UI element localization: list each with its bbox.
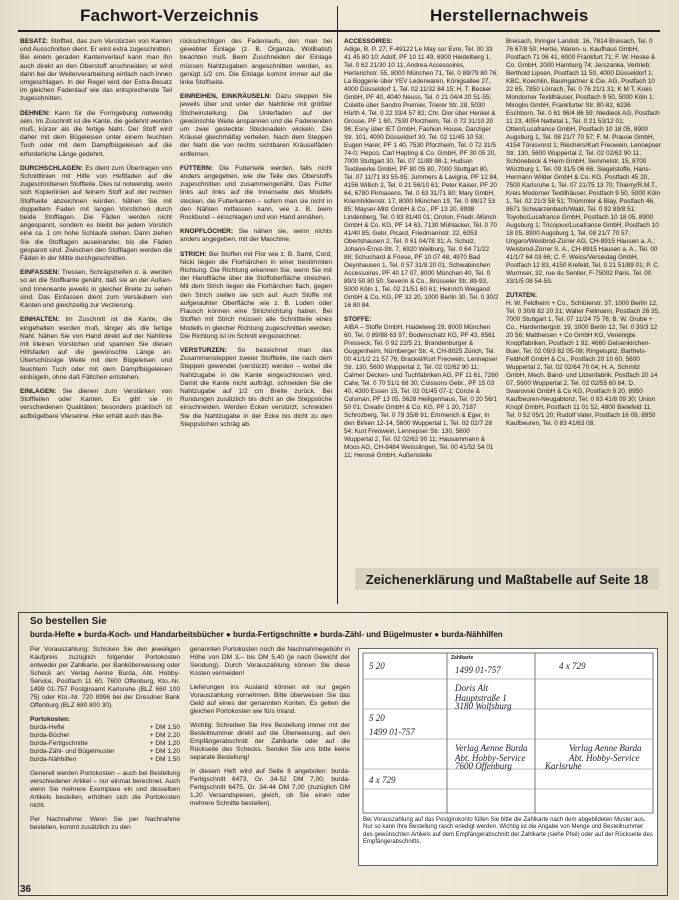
postage-item: burda-Nähhilfen: [30, 756, 77, 763]
order-subtitle: burda-Hefte ● burda-Koch- und Handarbeitsbücher ● burda-Fertigschnitte ● burda-Zähl- und Bügelmuster ● burda-Nähhilfen: [30, 630, 503, 639]
glossary-text: Bei Stoffen mit Flor wie z. B. Samt, Cord, Nicki liegen die Florhärchen in einer bestimmten Richtung. Die Richtung erkennen Sie, wenn Sie mit der Handfläche über die Stoffoberfläche streichen. Mit dem Strich liegen die Florhärchen flach, gegen den Strich stellen sie sich auf. Auch Stoffe mit aufgerauhter Oberfläche wie z. B. Loden oder Flausch können eine Strichrichtung haben. Bei Stoffen mit Strich müssen alle Schnittteile eines Modells in gleicher Richtung zugeschnitten werden. Die Richtung ist im Schnitt eingezeichnet.: [180, 250, 332, 340]
postage-price: + DM 2,20: [149, 732, 180, 739]
glossary-entry: [180, 347, 332, 429]
postage-title: Portokosten:: [30, 716, 71, 723]
glossary-entry: [180, 165, 332, 222]
glossary-term: EINREIHEN, EINKRÄUSELN:: [180, 93, 272, 101]
manufacturer-section: [344, 38, 499, 310]
order-column-2: [190, 646, 350, 882]
glossary-entry: [20, 110, 172, 159]
glossary-text: Im Zuschnitt ist die Kante, die eingehalten werden muß, länger als die fertige Naht. Nähen Sie von Hand direkt auf der Nahtlinie mit kleinen Vorstichen und spannen Sie diesen Hilfsfaden auf die gewünschte Länge an. Überschüssige Weite mit dem Bügeleisen und feuchtem Tuch oder mit dem Dampfbügeleisen einbügeln, ohne daß Fältchen entstehen.: [20, 316, 172, 381]
postage-item: burda-Bücher: [30, 732, 70, 739]
glossary-text: Sie nähen sie, wenn nichts anders angegeben, mit der Maschine.: [180, 228, 332, 244]
section-text: Adige, B. P. 27, F-49122 Le May sur Evre, Tel. 00 33 41 45 80 10; Adolf, PF 10 11 49, 6900 Heidelberg 1, Tel. 0 62 21/30 10 11; Andrea Accessoires, Herterichstr. 55, 8000 München 71, Tel. 0 89/79 80 76; La Boggerie über YEV Lederwaren, Königsallee 27, 4000 Düsseldorf 1, Tel. 02 11/32 84 15; H. T. Becker GmbH, PF 40, 4040 Neuss, Tel. 0 21 04/4 20 51-55; Colette über Sandro Premier, Trierer Str. 28, 5030 Hürth 4, Tel. 0 22 33/4 57 82; Chr. Dior über Henkel & Grosse, PF 1 60, 7530 Pforzheim, Tel. 0 72 31/10 20 96; Esny über IET GmbH, Fashion House, Danziger Str. 101, 4000 Düsseldorf 30, Tel. 02 11/45 10 53; Eugen Harer, PF 1 40, 7530 Pforzheim, Tel. 0 72 31/5 74-0; Hepco, Carl Hepting & Co. GmbH, PF 30 05 20, 7000 Stuttgart 30, Tel. 07 11/89 98-1; Hudson Textilwerke GmbH, PF 80 05 80, 7000 Stuttgart 80, Tel. 07 11/71 83 55-95; Jummers & Lavigna, PF 12 84, 4156 Willich 2, Tel. 0 21 56/10 61; Peter Kaiser, PF 20 64, 6780 Pirmasens, Tel. 0 63 31/71 80; Mary GmbH, Kriemhildenstr. 17, 8000 München 19, Tel. 0 89/17 53 85; Mayser-Milz GmbH & Co., PF 13 20, 8998 Lindenberg, Tel. 0 83 81/40 01; Oroton, Friedr.-Münch GmbH & Co. KG, PF 14 63, 7130 Mühlacker, Tel. 0 70 41/40 85; Gebr. Picard, Friedmannstr. 22, 6053 Obertshausen 2, Tel. 0 61 04/78 31; A. Schulz, Johann-Ernst-Str. 7, 6920 Weilburg, Tel. 0 64 71/22 88; Schuchard & Friese, PF 10 07 48, 4970 Bad Oeynhausen 1, Tel. 0 57 31/8 20 01; Schwabinchen Accessoires, PF 40 17 07, 8000 München 40, Tel. 0 89/3 50 80 50; Severin & Co., Brüsseler Str. 89-93, 5000 Köln 1, Tel. 02 21/51 60 61; Heinrich Weigand GmbH & Co. KG, PF 32 20, 1000 Berlin 30, Tel. 0 30/2 16 80 84.: [344, 46, 499, 309]
glossary-entry: [20, 316, 172, 382]
slip-amount-2: 5 20: [369, 713, 385, 723]
glossary-entry: [180, 93, 332, 159]
postage-row: [30, 756, 180, 764]
slip-label: Zahlkarte: [451, 655, 474, 661]
manufacturer-section: [506, 292, 661, 428]
glossary-entry: [180, 38, 332, 87]
glossary-entry: [20, 165, 172, 263]
order-text: Wichtig: Schreiben Sie Ihre Bestellung immer mit der Bestellnummer direkt auf die Überweisung, auf den Empfängerabschnitt der Zahlkarte oder auf die Rückseite des Schecks. Senden Sie uns bitte keine separate Bestellung!: [190, 722, 350, 761]
glossary-text: rückschichtigen des Fadenlaufs, den man bei gewebter Einlage (z. B. Organza, Wollbatist) beachten muß. Beim Zuschneiden der Einlage müssen Nahtzugaben angeschnitten werden, es genügt 1/2 cm. Die Einlage kommt immer auf die linke Stoffseite.: [180, 38, 332, 87]
glossary-text: Kann für die Formgebung notwendig sein. Im Zuschnitt ist die Kante, die gedehnt werden muß, kürzer als die fertige Naht. Der Stoff wird daher mit dem Bügeleisen unter einem feuchten Tuch oder mit dem Dampfbügeleisen auf die erforderliche Länge gedehnt.: [20, 109, 172, 158]
order-text: Lieferungen ins Ausland können wir nur gegen Vorauszahlung vornehmen. Bitte überweisen Sie das Geld auf eines der genannten Konten. Es gelten die gleichen Portokosten wie fürs Inland.: [190, 684, 350, 715]
slip-sender-city: 3180 Wolfsburg: [455, 701, 512, 711]
order-text: In diesem Heft wird auf Seite 8 angeboten: burda-Fertigschnitt 6473, Gr. 34-52 DM 7,00; burda-Fertigschnitt 6475, Gr. 34-44 DM 7,00 (zuzüglich DM 1,20 Versandspesen, gleich, ob Sie einen oder mehrere Schnitte bestellen).: [190, 768, 350, 807]
glossary-text: So bezeichnet man das Zusammensteppen zweier Stoffteile, die nach dem Steppen gewendet (verstürzt) werden ‒ wobei die Nahtzugabe in die Kante eingeschlossen wird. Damit die Kante nicht aufträgt, schneiden Sie die Nahtzugabe auf 1/2 cm Breite zurück. Bei Rundungen zusätzlich bis dicht an die Steppstiche einschneiden. Werden Ecken verstürzt, schneiden Sie die Nahtzugabe in der Ecke bis dicht zu den Steppstichen schräg ab.: [180, 346, 332, 428]
slip-recipient-dept-right: Abt. Hobby-Service: [569, 753, 640, 763]
postage-price: + DM 1,20: [149, 740, 180, 747]
postage-row: [30, 740, 180, 748]
postage-row: [30, 748, 180, 756]
slip-bank-city: Karlsruhe: [545, 761, 582, 771]
glossary-text: Die Futterteile werden, falls nicht anders angegeben, wie die Teile des Oberstoffs zugeschnitten und zusammengenäht. Das Futter links auf links auf die Innenseite des Modells stecken, die Futterkanten ‒ sofern man sie nicht in den Nähten mitfassen kann, wie z. B. beim Rockbund ‒ einschlagen und von Hand annähen.: [180, 164, 332, 222]
glossary-term: BESATZ:: [20, 38, 49, 45]
slip-order-number-2: 4 x 729: [369, 775, 396, 785]
manufacturers-column-2: [506, 38, 661, 564]
manufacturers-column-1: [344, 38, 499, 564]
section-text: AIBA ‒ Stoffe GmbH, Haidelweg 29, 8000 München 60, Tel. 0 89/88 63 97; Bodenschatz KG, PF 43, 8561 Presseck, Tel. 0 92 22/5 21; Brandenburger & Guggenheim, Nürnberger Str. 4, CH-8025 Zürich, Tel. 00 41/1/2 21 57 76; Brackel/Kurt Freowein, Lennepser Str. 130, 5600 Wuppertal 2, Tel. 02 02/62 90 11; Calmer Decken- und Tuchfabriken AG, PF 11 61, 7260 Calw, Tel. 0 70 51/1 68 30; Coissons Gebr., PF 15 03 40, 4300 Essen 15, Tel. 02 01/45 07-1; Conze & Colsman, PF 13 05, 5628 Heiligenhaus, Tel. 0 20 56/1 50 01; Creativ GmbH & Co. KG, PF 1 20, 7187 Schrozberg, Tel. 0 79 35/8 91; Emmerich & Eger, In den Birken 12-14, 5600 Wuppertal 1, Tel. 02 02/7 28 54; Kurt Freowein, Lennepser Str. 130, 5600 Wuppertal 2, Tel. 02 02/62 90 11; Hausammann & Moos AG, CH-8484 Weisslingen, Tel. 00 41/52 54 01 11; Herosé GmbH, Außenstelle: [344, 324, 499, 459]
glossary-heading: Fachwort-Verzeichnis: [80, 6, 259, 25]
section-text: Breisach, Ihringer Landstr. 16, 7814 Breisach, Tel. 0 76 67/8 50; Hertie, Waren- u. Kaufhaus GmbH, Postfach 71 06 41, 6000 Frankfurt 71; F. W. Heske & Co. GmbH, 2000 Hamburg 74; Jerszanka, Vertrieb: Berthold Lipsen, Postfach 11 50, 4000 Düsseldorf 1; KBC, Koechlin, Baumgartner & Cie. AG, Postfach 10 22 65, 7850 Lörrach, Tel. 0 76 21/1 31; K M T, Kreis Mondorner Textilhäuser, Postfach 9 50, 5000 Köln 1; Miroglio GmbH, Frankfurter Str. 80-82, 6236 Eschborn, Tel. 0 61 96/4 86 59; Niedieck AG, Postfach 11 23, 4054 Nettetal 1, Tel. 0 21 53/12 01; Otten/Lucafrance GmbH, Postfach 10 18 05, 8900 Augsburg 1, Tel. 08 21/7 70 57; F. M. Prause GmbH, 4154 Tönisvorst 1; Riechers/Kurt Freowein, Lennepser Str. 130, 5600 Wuppertal 2, Tel. 02 02/62 90 11; Schönebeck & Heim GmbH, Semmelstr. 15, 8700 Würzburg 1, Tel. 09 31/5 06 66; Siegelstoffe, Hans-Hermann Wilder GmbH & Co. KG, Postfach 45 20, 7500 Karlsruhe 1, Tel. 07 21/75 13 70; Thierry/R.M.T., Kreis Modorner Textilhäuser, Postfach 9 50, 5000 Köln 1, Tel. 02 21/3 58 51; Thümmler & Blay, Postfach 46, 8671 Schwarzenbach/Wald, Tel. 0 92 89/8 51; Toyobo/Lucafrance GmbH, Postfach 10 18 05, 8900 Augsburg 1; Tricojoux/Lucafrance GmbH, Postfach 10 18 05, 8900 Augsburg 1, Tel. 08 21/7 70 57; Ungaro/Weisbrod-Zürrer AG, CH-8915 Hausen a. A.; Weisbrod-Zürrer S. A., CH-8915 Hausen a. A., Tel. 00 41/1/7 64 03 66; C. F. Weiss/Verseidag GmbH, Postfach 12 83, 4150 Krefeld, Tel. 0 21 51/89 01; P. C. Wurmser, 32, rue du Sentier, F-75002 Paris, Tel. 00 33/1/5 08 54-59.: [506, 38, 661, 285]
order-text: Per Nachnahme: Wenn Sie per Nachnahme bestellen, kommt zusätzlich zu den: [30, 816, 180, 831]
heading-divider: [18, 30, 660, 32]
glossary-column-2: [180, 38, 332, 602]
order-text: Per Vorauszahlung: Schicken Sie den jeweiligen Kaufpreis zuzüglich folgender Portokosten entweder per Zahlkarte, per Banküberweisung oder Scheck an: Verlag Aenne Burda, Abt. Hobby-Service, Postfach 11 60, 7600 Offenburg, Kto.-Nr. 1499 01-757 Postgiroamt Karlsruhe (BLZ 660 100 75) oder Kto.-Nr. 720 8996 bei der Dresdner Bank Offenburg (BLZ 680 800 30).: [30, 646, 180, 709]
glossary-term: STRICH:: [180, 250, 207, 258]
glossary-text: Es dient zum Übertragen von Schnittlinien mit Hilfe von Heftfaden auf die zugeschnittenen Stoffteile. Dies ist notwendig, wenn sich Kopierlinien auf feinem Stoff auf der rechten Stoffseite abzeichnen würden. Nähen Sie mit doppeltem Faden mit langen Vorstichen durch beide Stofflagen. Die Fäden werden nicht angespannt, sondern es bleibt bei jedem Vorstich eine ca. 1 cm hohe Schlaufe stehen. Dann ziehen Sie die Stofflagen auseinander, bis die Fäden gespannt sind. Zwischen den Stofflagen werden die Fäden in der Mitte durchgeschnitten.: [20, 164, 172, 263]
column-divider: [337, 6, 338, 604]
manufacturer-section: [344, 316, 499, 460]
section-title: ACCESSOIRES:: [344, 38, 393, 45]
glossary-entry: [20, 269, 172, 310]
glossary-entry: [180, 251, 332, 341]
postage-row: [30, 732, 180, 740]
glossary-term: DURCHSCHLAGEN:: [20, 164, 84, 172]
order-text: Generell werden Portokosten ‒ auch bei Bestellung verschiedener Artikel ‒ nur einmal berechnet. Auch wenn Sie mehrere Exemplare ein und desselben Artikels bestellen, erhöhen sich die Portokosten nicht.: [30, 770, 180, 809]
section-title: STOFFE:: [344, 316, 372, 323]
order-column-1: [30, 646, 180, 882]
order-title: So bestellen Sie: [30, 616, 107, 627]
slip-account: 1499 01-757: [455, 665, 501, 675]
postage-item: burda-Fertigschnitte: [30, 740, 88, 747]
section-title: ZUTATEN:: [506, 292, 537, 299]
slip-account-2: 1499 01-757: [369, 727, 415, 737]
glossary-text: Dazu steppen Sie jeweils über und unter der Nahtlinie mit größter Sticheinstellung. Die Unterfaden auf der gewünschte Weite anspannen und die Fadenenden um zwei gesteckte Stecknadeln wickeln. Die Kräusel gleichmäßig verteilen. Nach dem Steppen der Naht die von rechts sichtbaren Kräuselfäden entfernen.: [180, 93, 332, 158]
slip-order-number: 4 x 729: [559, 661, 586, 671]
page-number: 36: [20, 884, 32, 895]
slip-recipient-city: 7600 Offenburg: [455, 761, 512, 771]
section-text: H. W. Feldheim + Co., Schlüterstr. 37, 1000 Berlin 12, Tel. 0 30/8 82 20 31; Walter Fellmann, Postfach 26 35, 7000 Stuttgart 1, Tel. 07 11/24 75 76; B. W. Grube + Co., Hardenbergstr. 19, 1000 Berlin 12, Tel. 0 30/3 12 20 56; Mattheisen + Co GmbH KG, Vereinigte Knopffabriken, Postfach 1 92, 4660 Gelsenkirchen-Buer, Tel. 02 09/3 82 05-08; Ringelspitz, Barthels-Feldhoff GmbH & Co., Postfach 20 10 60, 5600 Wuppertal 2, Tel. 02 02/64 70 04; H. A. Schmitz GmbH, Mech. Band- und Litzenfabrik, Postfach 20 14 07, 5600 Wuppertal 2, Tel. 02 02/55 60 84; D. Swarovski GmbH & Co KG, Postfach 9 20, 8950 Kaufbeuren-Neugablonz, Tel. 0 83 41/8 09 30; Union Knopf GmbH, Postfach 11 01 52, 4800 Bielefeld 11, Tel. 0 52 05/1 20; Rudolf Vater, Postfach 16 09, 8950 Kaufbeuren, Tel. 0 83 41/63 08.: [506, 300, 660, 427]
glossary-term: DEHNEN:: [20, 109, 51, 117]
glossary-text: Sie dienen zum Verstärken von Stoffteilen oder Kanten. Es gibt sie in verschiedenen Qualitäten; besonders praktisch ist aufbügelbare Vlieseline. Hier erhält auch das Be-: [20, 387, 172, 420]
slip-amount: 5 20: [369, 661, 385, 671]
glossary-term: EINHALTEN:: [20, 316, 60, 324]
slip-caption: Bei Vorauszahlung auf das Postgirokonto füllen Sie bitte die Zahlkarte nach dem abgebildeten Muster aus. Nur so kann Ihre Bestellung rasch erledigt werden. Wichtig ist die Angabe von Menge und Bestellnummer des gewünschten Artikels auf dem Empfängerabschnitt der Zahlkarte (siehe Pfeil) oder auf der Rückseite des Empfängerabschnitts.: [363, 817, 653, 846]
glossary-entry: [20, 388, 172, 421]
manufacturers-heading: Herstellernachweis: [430, 6, 589, 25]
slip-recipient-dept: Abt. Hobby-Service: [455, 753, 526, 763]
legend-banner: Zeichenerklärung und Maßtabelle auf Seite 18: [355, 568, 659, 590]
slip-sender-street: Hauptstraße 1: [455, 693, 507, 703]
postage-price: + DM 1,20: [149, 748, 180, 755]
glossary-entry: [20, 38, 172, 104]
postage-price: + DM 1,50: [149, 756, 180, 763]
slip-sender-name: Doris Alt: [455, 683, 489, 693]
glossary-term: FÜTTERN:: [180, 164, 213, 172]
glossary-entry: [180, 228, 332, 244]
glossary-text: Tressen, Schrägstreifen o. ä. werden so an die Stoffkante genäht, daß sie an der Außen- und Innenkante jeweils in gleicher Breite zu sehen sind. Das Einfassen dient zum Versäubern von Kanten und gleichzeitig zur Verzierung.: [20, 269, 172, 310]
order-text: genannten Portokosten noch die Nachnahmegebühr in Höhe von DM 3,‒ bis DM 5,40 (je nach Gewicht der Sendung). Durch Vorauszahlung können Sie diese Kosten vermeiden!: [190, 646, 350, 677]
postage-item: burda-Hefte: [30, 724, 65, 731]
postage-row: [30, 724, 180, 732]
slip-recipient: Verlag Aenne Burda: [455, 743, 528, 753]
glossary-term: EINLAGEN:: [20, 387, 57, 395]
manufacturer-section: [506, 38, 661, 286]
glossary-term: VERSTURZEN:: [180, 346, 227, 354]
slip-recipient-right: Verlag Aenne Burda: [569, 743, 642, 753]
postage-price: + DM 1,50: [149, 724, 180, 731]
glossary-text: Stoffteil, das zum Verstürzen von Kanten und Ausschnitten dient. Er wird extra zugeschnitten. Bei einem geraden Kantenverlauf kann man ihn auch direkt an den Oberstoff anschneiden; er wird dann bei der Weiterverarbeitung einfach nach innen umgeschlagen. In der Regel wird der Extra-Besatz im gleichen Fadenlauf wie das entsprechende Teil zugeschnitten.: [20, 38, 172, 103]
postage-item: burda-Zähl- und Bügelmuster: [30, 748, 115, 755]
glossary-term: KNOPFLÖCHER:: [180, 228, 234, 236]
glossary-term: EINFASSEN:: [20, 269, 60, 277]
glossary-column-1: [20, 38, 172, 602]
payment-slip-sample: [358, 648, 658, 866]
